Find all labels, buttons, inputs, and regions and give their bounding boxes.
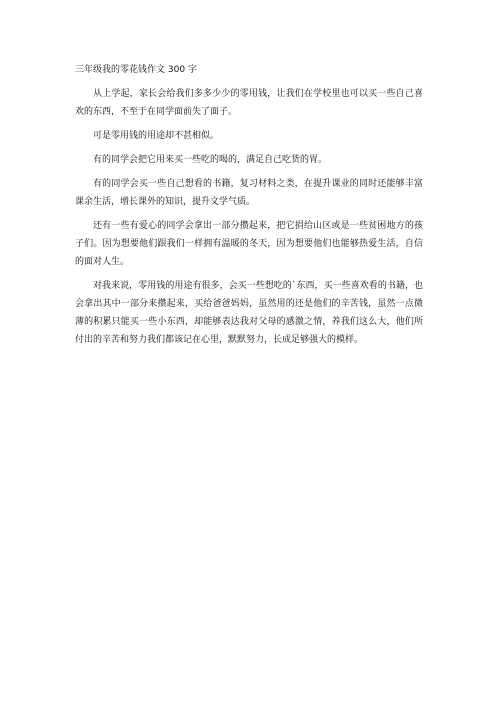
document-title: 三年级我的零花钱作文 300 字 (75, 65, 197, 75)
paragraph: 可是零用钱的用途却不甚相似。 (93, 131, 220, 141)
paragraph: 对我来说，零用钱的用途有很多，会买一些想吃的`东西，买一些喜欢看的书籍，也会拿出其中一部分来攒起来，买给爸爸妈妈，虽然用的还是他们的辛苦钱，虽然一点微薄的积累只能买一些小东西，却能够表达我对父母的感激之情，养我们这么大，他们所付出的辛苦和努力我们都该记在心里，默默努力，长成足够强大的模样。 (75, 281, 423, 345)
paragraph: 有的同学会买一些自己想看的书籍，复习材料之类，在提升课业的同时还能够丰富课余生活，增长课外的知识，提升文学气质。 (75, 179, 423, 207)
paragraph: 从上学起，家长会给我们多多少少的零用钱，让我们在学校里也可以买一些自己喜欢的东西，不至于在同学面前失了面子。 (75, 89, 423, 117)
paragraph: 有的同学会把它用来买一些吃的喝的，满足自己吃货的胃。 (93, 155, 328, 165)
paragraph: 还有一些有爱心的同学会拿出一部分攒起来，把它捐给山区或是一些贫困地方的孩子们。因为想要他们跟我们一样拥有温暖的冬天，因为想要他们也能够热爱生活，自信的面对人生。 (75, 221, 423, 267)
document-body (75, 85, 423, 355)
